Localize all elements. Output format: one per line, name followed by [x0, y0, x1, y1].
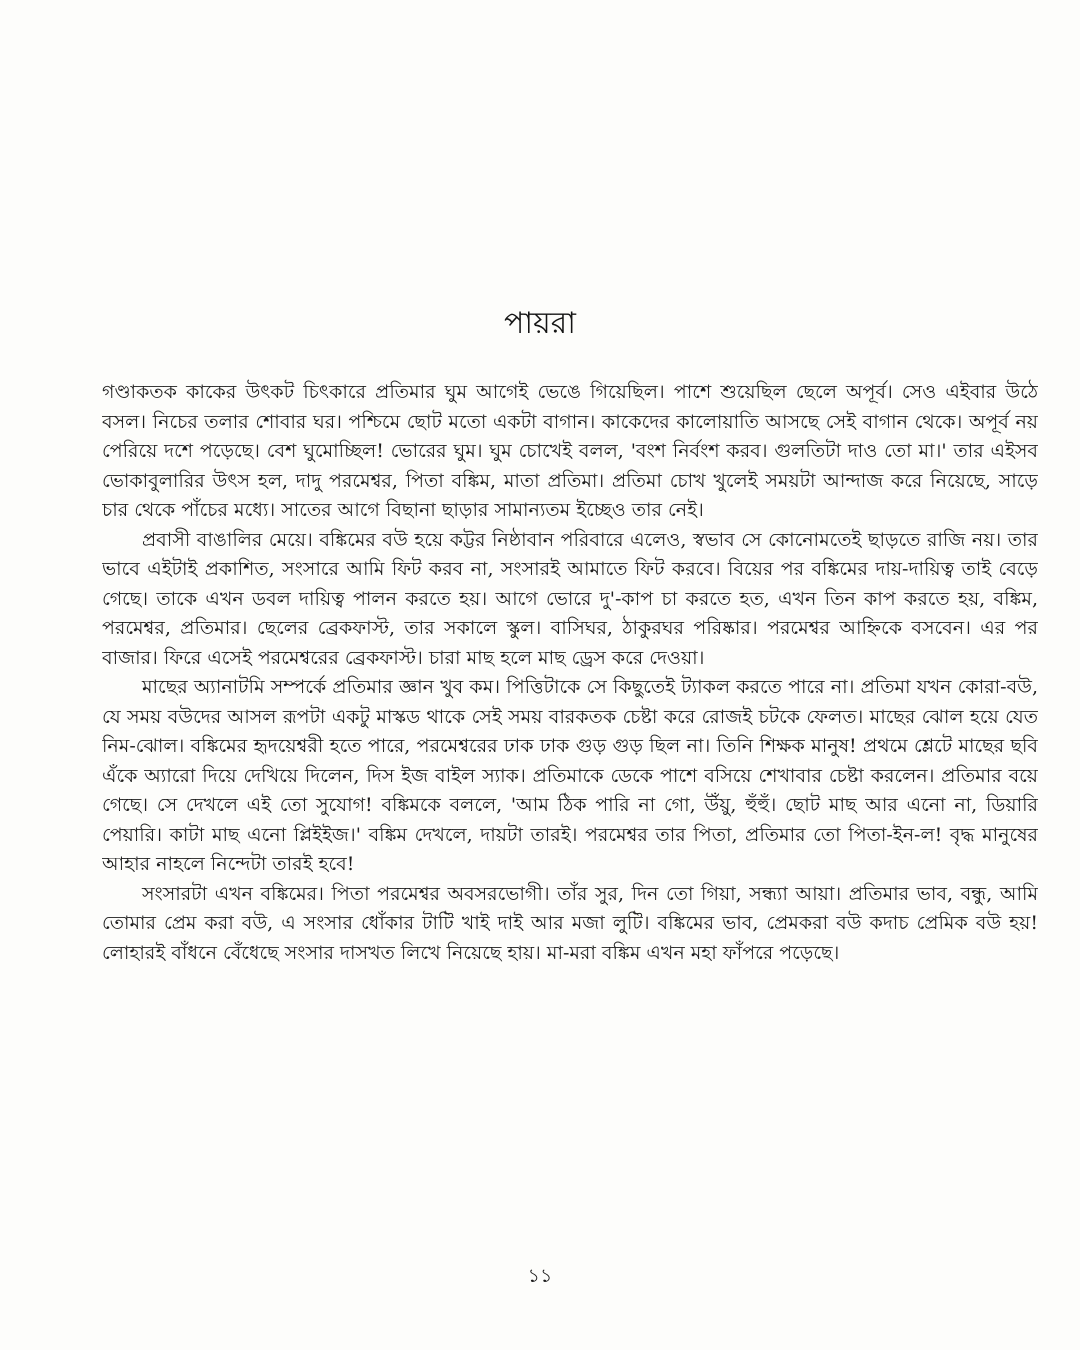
paragraph: প্রবাসী বাঙালির মেয়ে। বঙ্কিমের বউ হয়ে কট্টর নিষ্ঠাবান পরিবারে এলেও, স্বভাব সে কোনোমতেই ছাড়তে রাজি নয়। তার ভাবে এইটাই প্রকাশিত, সংসারে আমি ফিট করব না, সংসারই আমাতে ফিট করবে। বিয়ের পর বঙ্কিমের দায়-দায়িত্ব তাই বেড়ে গেছে। তাকে এখন ডবল দায়িত্ব পালন করতে হয়। আগে ভোরে দু'-কাপ চা করতে হত, এখন তিন কাপ করতে হয়, বঙ্কিম, পরমেশ্বর, প্রতিমার। ছেলের ব্রেকফাস্ট, তার সকালে স্কুল। বাসিঘর, ঠাকুরঘর পরিষ্কার। পরমেশ্বর আহ্নিকে বসবেন। এর পর বাজার। ফিরে এসেই পরমেশ্বরের ব্রেকফাস্ট। চারা মাছ হলে মাছ ড্রেস করে দেওয়া। — [102, 528, 1038, 669]
paragraph: মাছের অ্যানাটমি সম্পর্কে প্রতিমার জ্ঞান খুব কম। পিত্তিটাকে সে কিছুতেই ট্যাকল করতে পারে না। প্রতিমা যখন কোরা-বউ, যে সময় বউদের আসল রূপটা একটু মাস্কড থাকে সেই সময় বারকতক চেষ্টা করে রোজই চটকে ফেলত। মাছের ঝোল হয়ে যেত নিম-ঝোল। বঙ্কিমের হৃদয়েশ্বরী হতে পারে, পরমেশ্বরের ঢাক ঢাক গুড় গুড় ছিল না। তিনি শিক্ষক মানুষ! প্রথমে শ্লেটে মাছের ছবি এঁকে অ্যারো দিয়ে দেখিয়ে দিলেন, দিস ইজ বাইল স্যাক। প্রতিমাকে ডেকে পাশে বসিয়ে শেখাবার চেষ্টা করলেন। প্রতিমার বয়ে গেছে। সে দেখলে এই তো সুযোগ! বঙ্কিমকে বললে, 'আম ঠিক পারি না গো, উঁয়ু, হুঁহুঁ। ছোট মাছ আর এনো না, ডিয়ারি পেয়ারি। কাটা মাছ এনো প্লিইইজ।' বঙ্কিম দেখলে, দায়টা তারই। পরমেশ্বর তার পিতা, প্রতিমার তো পিতা-ইন-ল! বৃদ্ধ মানুষের আহার নাহলে নিন্দেটা তারই হবে! — [102, 676, 1038, 875]
paragraph: সংসারটা এখন বঙ্কিমের। পিতা পরমেশ্বর অবসরভোগী। তাঁর সুর, দিন তো গিয়া, সন্ধ্যা আয়া। প্রতিমার ভাব, বন্ধু, আমি তোমার প্রেম করা বউ, এ সংসার ধোঁকার টাটি খাই দাই আর মজা লুটি। বঙ্কিমের ভাব, প্রেমকরা বউ কদাচ প্রেমিক বউ হয়! লোহারই বাঁধনে বেঁধেছে সংসার দাসখত লিখে নিয়েছে হায়। মা-মরা বঙ্কিম এখন মহা ফাঁপরে পড়েছে। — [102, 882, 1038, 964]
paragraph: গণ্ডাকতক কাকের উৎকট চিৎকারে প্রতিমার ঘুম আগেই ভেঙে গিয়েছিল। পাশে শুয়েছিল ছেলে অপূর্ব। সেও এইবার উঠে বসল। নিচের তলার শোবার ঘর। পশ্চিমে ছোট মতো একটা বাগান। কাকেদের কালোয়াতি আসছে সেই বাগান থেকে। অপূর্ব নয় পেরিয়ে দশে পড়েছে। বেশ ঘুমোচ্ছিল! ভোরের ঘুম। ঘুম চোখেই বলল, 'বংশ নির্বংশ করব। গুলতিটা দাও তো মা।' তার এইসব ভোকাবুলারির উৎস হল, দাদু পরমেশ্বর, পিতা বঙ্কিম, মাতা প্রতিমা। প্রতিমা চোখ খুলেই সময়টা আন্দাজ করে নিয়েছে, সাড়ে চার থেকে পাঁচের মধ্যে। সাতের আগে বিছানা ছাড়ার সামান্যতম ইচ্ছেও তার নেই। — [102, 381, 1038, 521]
page-number: ১১ — [527, 1265, 553, 1287]
chapter-title: পায়রা — [504, 306, 576, 341]
body-text — [102, 378, 1038, 1244]
